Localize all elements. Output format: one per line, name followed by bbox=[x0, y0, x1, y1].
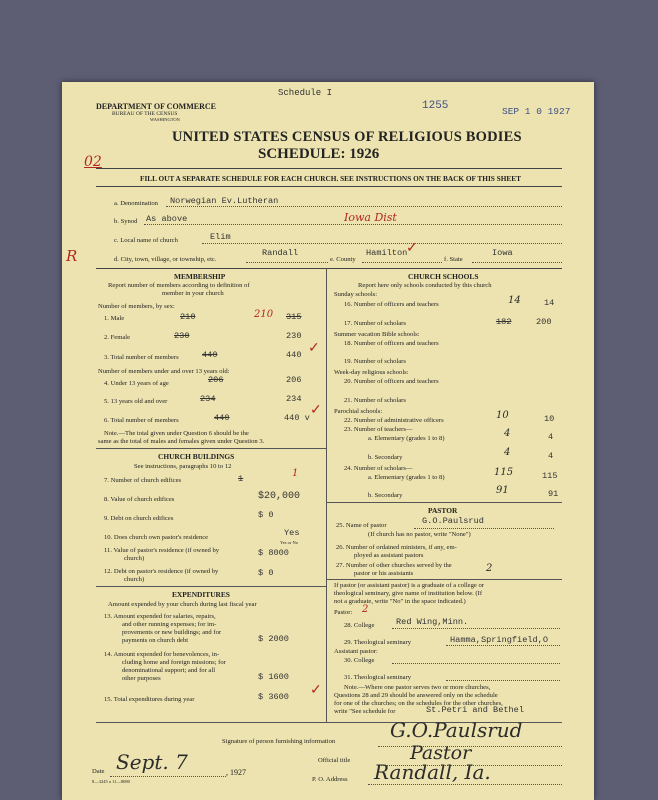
date-year: , 1927 bbox=[226, 768, 246, 777]
q20-label: 20. Number of officers and teachers bbox=[344, 378, 439, 385]
city-town-label: d. City, town, village, or township, etc. bbox=[114, 256, 217, 263]
pastor-note-4: write "See schedule for bbox=[334, 708, 396, 715]
expenditures-heading: EXPENDITURES bbox=[172, 590, 230, 599]
po-address-value: Randall, Ia. bbox=[374, 760, 491, 784]
female-struck-value: 230 bbox=[174, 331, 190, 341]
q11-label: 11. Value of pastor's residence (if owned by bbox=[104, 547, 220, 554]
q12-value: $ 0 bbox=[258, 568, 274, 578]
q16-value: 14 bbox=[544, 298, 555, 308]
under-13-struck: 206 bbox=[208, 375, 224, 385]
total-members-2-label: 6. Total number of members bbox=[104, 417, 179, 424]
q14-value: $ 1600 bbox=[258, 672, 289, 682]
q7-struck: 1 bbox=[238, 474, 244, 484]
parochial-schools-label: Parochial schools: bbox=[334, 408, 383, 415]
graduate-instruction-3: not a graduate, write "No" in the space indicated.) bbox=[334, 598, 466, 605]
pastor-sublabel: Pastor: bbox=[334, 609, 353, 616]
q8-value: $20,000 bbox=[258, 491, 301, 502]
date-label: Date bbox=[92, 768, 105, 775]
q17-struck: 182 bbox=[496, 317, 512, 327]
form-title: UNITED STATES CENSUS OF RELIGIOUS BODIES bbox=[172, 129, 522, 145]
buildings-heading: CHURCH BUILDINGS bbox=[158, 452, 235, 461]
q22-value: 10 bbox=[544, 414, 555, 424]
date-value: Sept. 7 bbox=[116, 750, 188, 774]
sunday-schools-label: Sunday schools: bbox=[334, 291, 378, 298]
female-label: 2. Female bbox=[104, 334, 131, 341]
q13-value: $ 2000 bbox=[258, 634, 289, 644]
total-check-mark: ✓ bbox=[308, 341, 320, 356]
census-schedule-sheet bbox=[62, 82, 594, 800]
q12-label-2: church) bbox=[124, 576, 145, 583]
pastor-red-mark: 2 bbox=[362, 604, 369, 615]
q16-handwritten: 14 bbox=[508, 295, 521, 306]
q7-label: 7. Number of church edifices bbox=[104, 477, 182, 484]
total-members-2-value: 440 v bbox=[284, 413, 310, 423]
pastor-note-2: Questions 28 and 29 should be answered only on the schedule bbox=[334, 692, 498, 699]
q27-value: 2 bbox=[486, 563, 493, 574]
signature-value: G.O.Paulsrud bbox=[390, 718, 523, 742]
local-church-value: Elim bbox=[210, 232, 231, 242]
q15-check-mark: ✓ bbox=[310, 683, 322, 698]
members-by-sex-label: Number of members, by sex: bbox=[98, 303, 175, 310]
q14-line-1: 14. Amount expended for benevolences, in- bbox=[104, 651, 220, 658]
q22-label: 22. Number of administrative officers bbox=[344, 417, 444, 424]
graduate-instruction-1: If pastor (or assistant pastor) is a graduate of a college or bbox=[334, 582, 484, 589]
q24a-label: a. Elementary (grades 1 to 8) bbox=[368, 474, 445, 481]
q9-value: $ 0 bbox=[258, 510, 274, 520]
under-13-value: 206 bbox=[286, 375, 302, 385]
schools-heading: CHURCH SCHOOLS bbox=[408, 272, 479, 281]
q15-value: $ 3600 bbox=[258, 692, 289, 702]
local-church-label: c. Local name of church bbox=[114, 237, 178, 244]
q14-line-4: other purposes bbox=[122, 675, 161, 682]
q29-value: Hamma,Springfield,O bbox=[450, 635, 548, 645]
q18-label: 18. Number of officers and teachers bbox=[344, 340, 439, 347]
membership-note-1: Note.—The total given under Question 6 should be the bbox=[104, 430, 249, 437]
pastor-note-1: Note.—Where one pastor serves two or more churches, bbox=[344, 684, 491, 691]
synod-handwritten-note: Iowa Dist bbox=[344, 211, 397, 224]
q17-value: 200 bbox=[536, 317, 552, 327]
male-label: 1. Male bbox=[104, 315, 125, 322]
city-label: WASHINGTON bbox=[150, 117, 180, 122]
q26-line-1: 26. Number of ordained ministers, if any, em- bbox=[336, 544, 457, 551]
city-town-value: Randall bbox=[262, 248, 299, 258]
q17-label: 17. Number of scholars bbox=[344, 320, 406, 327]
q24b-handwritten: 91 bbox=[496, 485, 509, 496]
q10-label: 10. Does church own pastor's residence bbox=[104, 534, 209, 541]
under-13-label: 4. Under 13 years of age bbox=[104, 380, 169, 387]
pastor-heading: PASTOR bbox=[428, 506, 458, 515]
total2-check-mark: ✓ bbox=[310, 403, 322, 418]
serial-stamp: 1255 bbox=[422, 100, 449, 112]
q24a-value: 115 bbox=[542, 471, 558, 481]
official-title-label: Official title bbox=[318, 757, 351, 764]
q25-label: 25. Name of pastor bbox=[336, 522, 387, 529]
bureau-label: BUREAU OF THE CENSUS bbox=[112, 111, 178, 117]
q24a-handwritten: 115 bbox=[494, 467, 514, 478]
total-members-2-struck: 440 bbox=[214, 413, 230, 423]
over-13-label: 5. 13 years old and over bbox=[104, 398, 168, 405]
membership-intro: Report number of members according to definition of bbox=[108, 282, 250, 289]
q11-label-2: church) bbox=[124, 555, 145, 562]
graduate-instruction-2: theological seminary, give name of institution below. (If bbox=[334, 590, 483, 597]
buildings-instructions: See instructions, paragraphs 10 to 12 bbox=[134, 463, 232, 470]
q30-label: 30. College bbox=[344, 657, 375, 664]
q10-yes-no-caption: Yes or No bbox=[280, 540, 299, 545]
q23b-label: b. Secondary bbox=[368, 454, 403, 461]
q23b-handwritten: 4 bbox=[504, 447, 511, 458]
over-13-value: 234 bbox=[286, 394, 302, 404]
synod-value: As above bbox=[146, 214, 188, 224]
county-value: Hamilton bbox=[366, 248, 408, 258]
q24b-value: 91 bbox=[548, 489, 559, 499]
denomination-value: Norwegian Ev.Lutheran bbox=[170, 196, 279, 206]
q24b-label: b. Secondary bbox=[368, 492, 403, 499]
q29-label: 29. Theological seminary bbox=[344, 639, 412, 646]
total-members-value: 440 bbox=[286, 350, 302, 360]
official-title-value: Pastor bbox=[410, 742, 472, 764]
q19-label: 19. Number of scholars bbox=[344, 358, 406, 365]
membership-heading: MEMBERSHIP bbox=[174, 272, 226, 281]
form-code: 8—3245 a 11—8080 bbox=[92, 779, 130, 784]
state-value: Iowa bbox=[492, 248, 513, 258]
q16-label: 16. Number of officers and teachers bbox=[344, 301, 439, 308]
department-label: DEPARTMENT OF COMMERCE bbox=[96, 102, 217, 111]
q10-value: Yes bbox=[284, 528, 300, 538]
date-stamp: SEP 1 0 1927 bbox=[502, 106, 571, 117]
schedule-label: Schedule I bbox=[278, 88, 333, 98]
q14-line-3: denominational support; and for all bbox=[122, 667, 216, 674]
q13-line-1: 13. Amount expended for salaries, repairs, bbox=[104, 613, 216, 620]
q14-line-2: cluding home and foreign missions; for bbox=[122, 659, 226, 666]
q31-label: 31. Theological seminary bbox=[344, 674, 412, 681]
denomination-label: a. Denomination bbox=[114, 200, 158, 207]
form-subtitle: SCHEDULE: 1926 bbox=[258, 146, 380, 162]
over-13-struck: 234 bbox=[200, 394, 216, 404]
q24-label: 24. Number of scholars— bbox=[344, 465, 413, 472]
membership-note-2: same as the total of males and females given under Question 3. bbox=[98, 438, 265, 445]
female-value: 230 bbox=[286, 331, 302, 341]
margin-r-mark: R bbox=[66, 247, 78, 265]
q28-label: 28. College bbox=[344, 622, 375, 629]
total-members-label: 3. Total number of members bbox=[104, 354, 179, 361]
q13-line-2: and other running expenses; for im- bbox=[122, 621, 217, 628]
q23-label: 23. Number of teachers— bbox=[344, 426, 413, 433]
q27-line-1: 27. Number of other churches served by the bbox=[336, 562, 452, 569]
state-label: f. State bbox=[444, 256, 463, 263]
county-check-mark: ✓ bbox=[406, 241, 418, 256]
q23b-value: 4 bbox=[548, 451, 554, 461]
synod-label: b. Synod bbox=[114, 218, 138, 225]
pastor-note-fill: St.Petri and Bethel bbox=[426, 705, 524, 715]
total-members-struck: 440 bbox=[202, 350, 218, 360]
q9-label: 9. Debt on church edifices bbox=[104, 515, 174, 522]
q25-note: (If church has no pastor, write "None") bbox=[368, 531, 471, 538]
schools-intro: Report here only schools conducted by this church bbox=[358, 282, 492, 289]
q23a-handwritten: 4 bbox=[504, 428, 511, 439]
q7-value: 1 bbox=[292, 468, 299, 479]
q21-label: 21. Number of scholars bbox=[344, 397, 406, 404]
instruction-line: FILL OUT A SEPARATE SCHEDULE FOR EACH CHURCH. SEE INSTRUCTIONS ON THE BACK OF THIS SHEET bbox=[140, 174, 522, 183]
male-value: 315 bbox=[286, 312, 302, 322]
red-code-mark: 02 bbox=[84, 154, 102, 170]
q28-value: Red Wing,Minn. bbox=[396, 617, 469, 627]
q12-label: 12. Debt on pastor's residence (if owned by bbox=[104, 568, 219, 575]
expenditures-intro: Amount expended by your church during last fiscal year bbox=[108, 601, 257, 608]
age-group-label: Number of members under and over 13 years old: bbox=[98, 368, 230, 375]
male-struck-value: 210 bbox=[180, 312, 196, 322]
po-address-label: P. O. Address bbox=[312, 776, 348, 783]
county-label: e. County bbox=[330, 256, 356, 263]
q25-value: G.O.Paulsrud bbox=[422, 516, 484, 526]
membership-intro-2: member in your church bbox=[162, 290, 224, 297]
q23a-label: a. Elementary (grades 1 to 8) bbox=[368, 435, 445, 442]
q13-line-3: provements or new buildings; and for bbox=[122, 629, 222, 636]
q13-line-4: payments on church debt bbox=[122, 637, 189, 644]
signature-label: Signature of person furnishing information bbox=[222, 738, 336, 745]
weekday-schools-label: Week-day religious schools: bbox=[334, 369, 409, 376]
assistant-pastor-label: Assistant pastor: bbox=[334, 648, 378, 655]
male-handwritten-value: 210 bbox=[254, 309, 274, 320]
q22-handwritten: 10 bbox=[496, 410, 509, 421]
q11-value: $ 8000 bbox=[258, 548, 289, 558]
q23a-value: 4 bbox=[548, 432, 554, 442]
q15-label: 15. Total expenditures during year bbox=[104, 696, 195, 703]
summer-schools-label: Summer vacation Bible schools: bbox=[334, 331, 420, 338]
q8-label: 8. Value of church edifices bbox=[104, 496, 175, 503]
q27-line-2: pastor or his assistants bbox=[354, 570, 414, 577]
q26-line-2: ployed as assistant pastors bbox=[354, 552, 424, 559]
pastor-note-3: for one of the churches; on the schedules for the other churches, bbox=[334, 700, 503, 707]
